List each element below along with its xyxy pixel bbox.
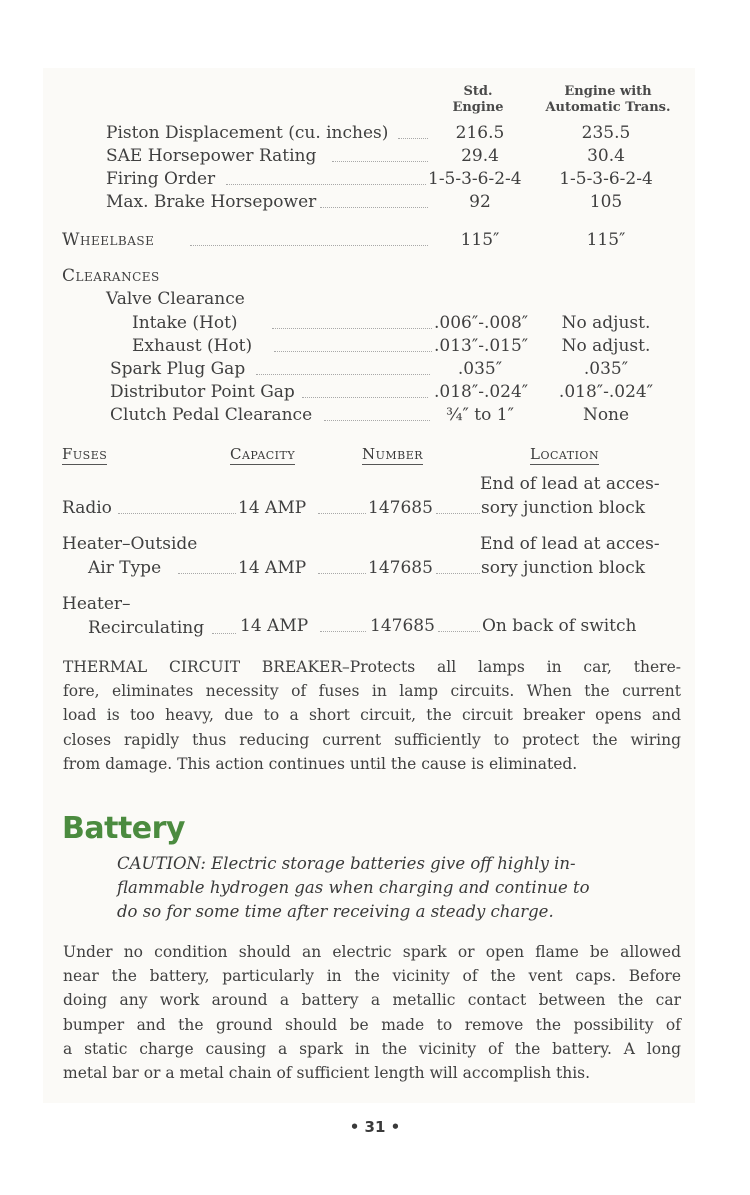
clearance-std-intake: .006″-.008″ [434,313,529,333]
clearance-std-clutch: ¾″ to 1″ [446,405,514,425]
fuse-name-heater-recirc-line1: Heater– [62,594,131,614]
thermal-breaker-paragraph [63,655,681,776]
leader-dots [272,328,432,329]
fuse-number-heater-outside: 147685 [368,558,433,578]
leader-dots [318,573,366,574]
leader-dots [324,420,430,421]
clearance-auto-intake: No adjust. [561,313,651,333]
fuse-location-radio-line2: sory junction block [481,498,646,518]
page-number: • 31 • [349,1118,401,1136]
spec-auto-sae-hp: 30.4 [587,146,625,166]
fuse-number-heater-recirc: 147685 [370,616,435,636]
spec-std-sae-hp: 29.4 [461,146,499,166]
clearance-auto-exhaust: No adjust. [561,336,651,356]
leader-dots [226,184,426,185]
spec-label-displacement: Piston Displacement (cu. inches) [106,123,389,143]
caution-line: CAUTION: Electric storage batteries give off highly in- [117,854,576,873]
battery-caution [117,852,637,924]
leader-dots [320,631,366,632]
location-heading: Location [530,445,600,463]
fuse-capacity-heater-recirc: 14 AMP [240,616,309,636]
paragraph-line: a static charge causing a spark in the vicinity of the battery. A long [63,1039,681,1058]
wheelbase-std: 115″ [460,230,500,250]
clearance-auto-clutch: None [582,405,630,425]
leader-dots [398,138,428,139]
fuse-location-heater-outside-line1: End of lead at acces- [480,534,660,554]
leader-dots [190,245,428,246]
leader-dots [212,633,236,634]
caution-line: flammable hydrogen gas when charging and continue to [117,878,590,897]
header-auto: Engine with Automatic Trans. [545,84,671,115]
paragraph-line: metal bar or a metal chain of sufficient length will accomplish this. [63,1064,591,1083]
clearance-label-clutch: Clutch Pedal Clearance [110,405,313,425]
clearance-std-exhaust: .013″-.015″ [434,336,529,356]
fuse-capacity-heater-outside: 14 AMP [238,558,307,578]
battery-body-paragraph [63,940,681,1085]
paragraph-line: Under no condition should an electric spark or open flame be allowed [63,943,681,961]
caution-line: do so for some time after receiving a steady charge. [117,902,554,921]
clearance-label-spark-plug: Spark Plug Gap [110,359,246,379]
leader-dots [332,161,428,162]
paragraph-line: THERMAL CIRCUIT BREAKER–Protects all lamps in car, there- [63,658,681,676]
clearance-auto-spark-plug: .035″ [583,359,629,379]
clearances-heading: Clearances [62,266,160,286]
paragraph-line: bumper and the ground should be made to remove the possibility of [63,1015,681,1034]
leader-dots [320,207,428,208]
fuse-capacity-radio: 14 AMP [238,498,307,518]
fuse-name-heater-outside-line1: Heater–Outside [62,534,198,554]
leader-dots [118,513,236,514]
paragraph-line: doing any work around a battery a metallic contact between the car [63,991,681,1010]
leader-dots [302,397,428,398]
wheelbase-auto: 115″ [586,230,626,250]
spec-auto-firing-order: 1-5-3-6-2-4 [559,169,653,189]
paragraph-line: fore, eliminates necessity of fuses in lamp circuits. When the current [63,682,681,701]
capacity-heading: Capacity [230,445,296,463]
clearance-auto-distributor: .018″-.024″ [558,382,654,402]
spec-std-displacement: 216.5 [455,123,505,143]
leader-dots [318,513,366,514]
number-heading: Number [362,445,424,463]
leader-dots [438,631,480,632]
leader-dots [178,573,236,574]
leader-dots [436,573,480,574]
fuse-location-heater-recirc: On back of switch [482,616,637,636]
clearance-std-distributor: .018″-.024″ [434,382,529,402]
spec-label-sae-hp: SAE Horsepower Rating [106,146,317,166]
fuse-number-radio: 147685 [368,498,433,518]
paragraph-line: near the battery, particularly in the vicinity of the vent caps. Before [63,967,681,986]
spec-label-firing-order: Firing Order [106,169,216,189]
clearance-label-intake: Intake (Hot) [132,313,238,333]
paragraph-line: closes rapidly thus reducing current sufficiently to protect the wiring [63,730,681,749]
fuse-location-radio-line1: End of lead at acces- [480,474,660,494]
leader-dots [436,513,480,514]
spec-auto-brake-hp: 105 [589,192,623,212]
spec-auto-displacement: 235.5 [581,123,631,143]
battery-title: Battery [62,811,185,846]
leader-dots [256,374,430,375]
spec-label-brake-hp: Max. Brake Horsepower [106,192,317,212]
clearance-label-distributor: Distributor Point Gap [110,382,295,402]
header-std: Std. Engine [452,84,504,115]
fuse-location-heater-outside-line2: sory junction block [481,558,646,578]
clearance-std-spark-plug: .035″ [457,359,503,379]
clearance-label-exhaust: Exhaust (Hot) [132,336,253,356]
spec-std-firing-order: 1-5-3-6-2-4 [428,169,522,189]
fuses-heading: Fuses [62,445,108,463]
fuse-name-heater-outside-line2: Air Type [88,558,162,578]
paragraph-line: load is too heavy, due to a short circuit, the circuit breaker opens and [63,706,681,725]
paragraph-line: from damage. This action continues until the cause is eliminated. [63,754,578,773]
spec-std-brake-hp: 92 [469,192,491,212]
fuse-name-radio: Radio [62,498,112,518]
wheelbase-label: Wheelbase [62,230,155,250]
leader-dots [274,351,432,352]
fuse-name-heater-recirc-line2: Recirculating [88,618,205,638]
valve-clearance-heading: Valve Clearance [106,289,245,309]
